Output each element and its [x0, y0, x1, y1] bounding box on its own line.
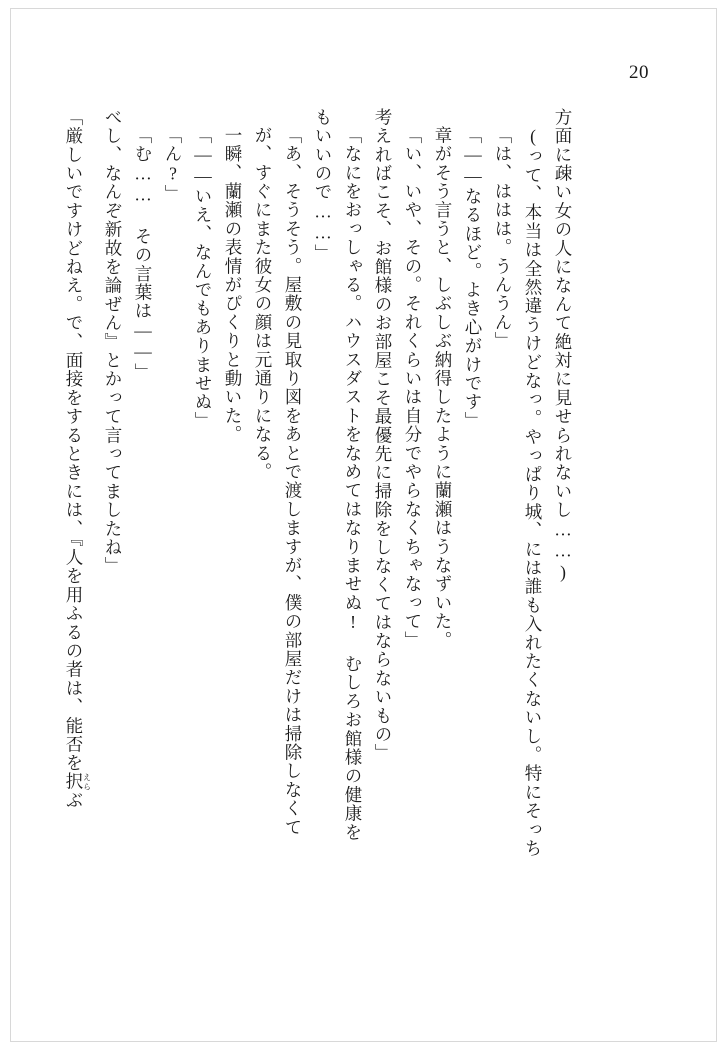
text-column: 「なにをおっしゃる。ハウスダストをなめてはなりませぬ! むしろお館様の健康を: [343, 126, 363, 842]
text-column: もいいので……」: [313, 108, 333, 263]
text-column: が、すぐにまた彼女の顔は元通りになる。: [253, 126, 273, 482]
text-column: 「ん?」: [163, 126, 183, 204]
text-column: 「厳しいですけどねえ。で、面接をするときには、『人を用ふるの者は、能否を択えらぶ: [64, 108, 92, 810]
vertical-text-body: [61, 108, 661, 968]
text-column: 一瞬、蘭瀬の表情がぴくりと動いた。: [223, 126, 243, 444]
text-column: 「む…… その言葉は――」: [133, 126, 153, 382]
text-column: 「は、ははは。うんうん」: [493, 126, 513, 351]
text-column: 「――なるほど。よき心がけです」: [463, 126, 483, 431]
text-column: 考えればこそ、お館様のお部屋こそ最優先に掃除をしなくてはならないもの」: [373, 108, 393, 763]
ruby-annotation: 択えら: [64, 772, 92, 792]
text-column: 「あ、そうそう。屋敷の見取り図をあとで渡しますが、僕の部屋だけは掃除しなくて: [283, 126, 303, 837]
text-column: (って、本当は全然違うけどなっ。やっぱり城、には誰も入れたくないし。特にそっち: [523, 126, 543, 858]
text-column: べし、なんぞ新故を論ぜん』とかって言ってましたね」: [103, 108, 123, 576]
text-column: 「い、いや、その。それくらいは自分でやらなくちゃなって」: [403, 126, 423, 650]
text-column: 方面に疎い女の人になんて絶対に見せられないし……): [553, 108, 573, 583]
text-column: 「――いえ、なんでもありませぬ」: [193, 126, 213, 431]
text-column: 章がそう言うと、しぶしぶ納得したように蘭瀬はうなずいた。: [433, 126, 453, 650]
page-number: 20: [629, 62, 649, 83]
